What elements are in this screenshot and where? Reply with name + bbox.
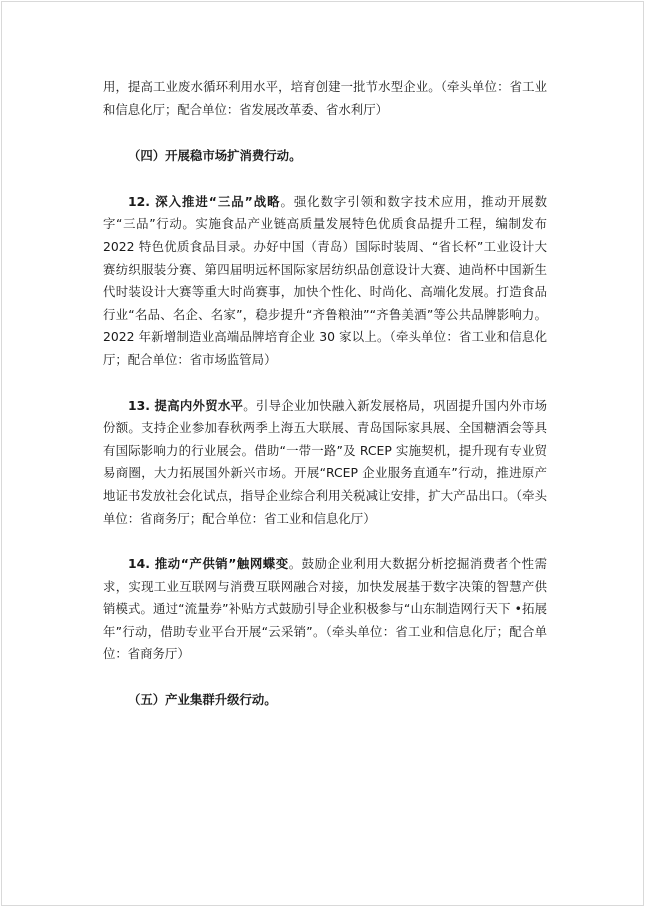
item-13-lead: 13. 提高内外贸水平	[128, 397, 244, 413]
section-heading-5: （五）产业集群升级行动。	[128, 692, 277, 708]
spacer	[103, 530, 547, 553]
item-12-body: 。强化数字引领和数字技术应用，推动开展数字“三品”行动。实施食品产业链高质量发展特色优质食品提升工程，编制发布 2022 特色优质食品目录。办好中国（青岛）国际时装周、“省长杯”工业设计大赛纺织服装分赛、第四届明远杯国际家居纺织品创意设计大赛、迪尚杯中国新生代时装设计大赛等重大时尚赛事，加快个性化、时尚化、高端化发展。打造食品行业“名品、名企、名家”，稳步提升“齐鲁粮油”“齐鲁美酒”等公共品牌影响力。2022 年新增制造业高端品牌培育企业 30 家以上。（牵头单位：省工业和信息化厅；配合单位：省市场监管局）	[103, 193, 547, 367]
item-14-body: 。鼓励企业利用大数据分析挖掘消费者个性需求，实现工业互联网与消费互联网融合对接，加快发展基于数字决策的智慧产供销模式。通过“流量券”补贴方式鼓励引导企业积极参与“山东制造网行天下 •拓展年”行动，借助专业平台开展“云采销”。（牵头单位：省工业和信息化厅；配合单位：省商务厅）	[103, 556, 548, 662]
paragraph-item-14	[103, 553, 547, 666]
paragraph-item-12	[103, 191, 547, 372]
spacer	[103, 121, 547, 145]
document-body	[103, 76, 547, 712]
item-14-lead: 14. 推动“产供销”触网蝶变	[128, 556, 289, 572]
paragraph-item-13	[103, 395, 547, 531]
item-12-lead: 12. 深入推进“三品”战略	[128, 193, 281, 209]
spacer	[103, 372, 547, 395]
section-heading-4: （四）开展稳市场扩消费行动。	[128, 148, 302, 164]
document-page	[1, 1, 644, 906]
item-13-body: 。引导企业加快融入新发展格局，巩固提升国内外市场份额。支持企业参加春秋两季上海五大联展、青岛国际家具展、全国糖酒会等具有国际影响力的行业展会。借助“一带一路”及 RCEP 实施契机，提升现有专业贸易商圈，大力拓展国外新兴市场。开展“RCEP 企业服务直通车”行动，推进原产地证书发放社会化试点，指导企业综合利用关税减让安排，扩大产品出口。（牵头单位：省商务厅；配合单位：省工业和信息化厅）	[103, 397, 548, 526]
paragraph-continued: 用，提高工业废水循环利用水平，培育创建一批节水型企业。（牵头单位：省工业和信息化厅；配合单位：省发展改革委、省水利厅）	[103, 79, 547, 117]
spacer	[103, 168, 547, 191]
spacer	[103, 666, 547, 689]
